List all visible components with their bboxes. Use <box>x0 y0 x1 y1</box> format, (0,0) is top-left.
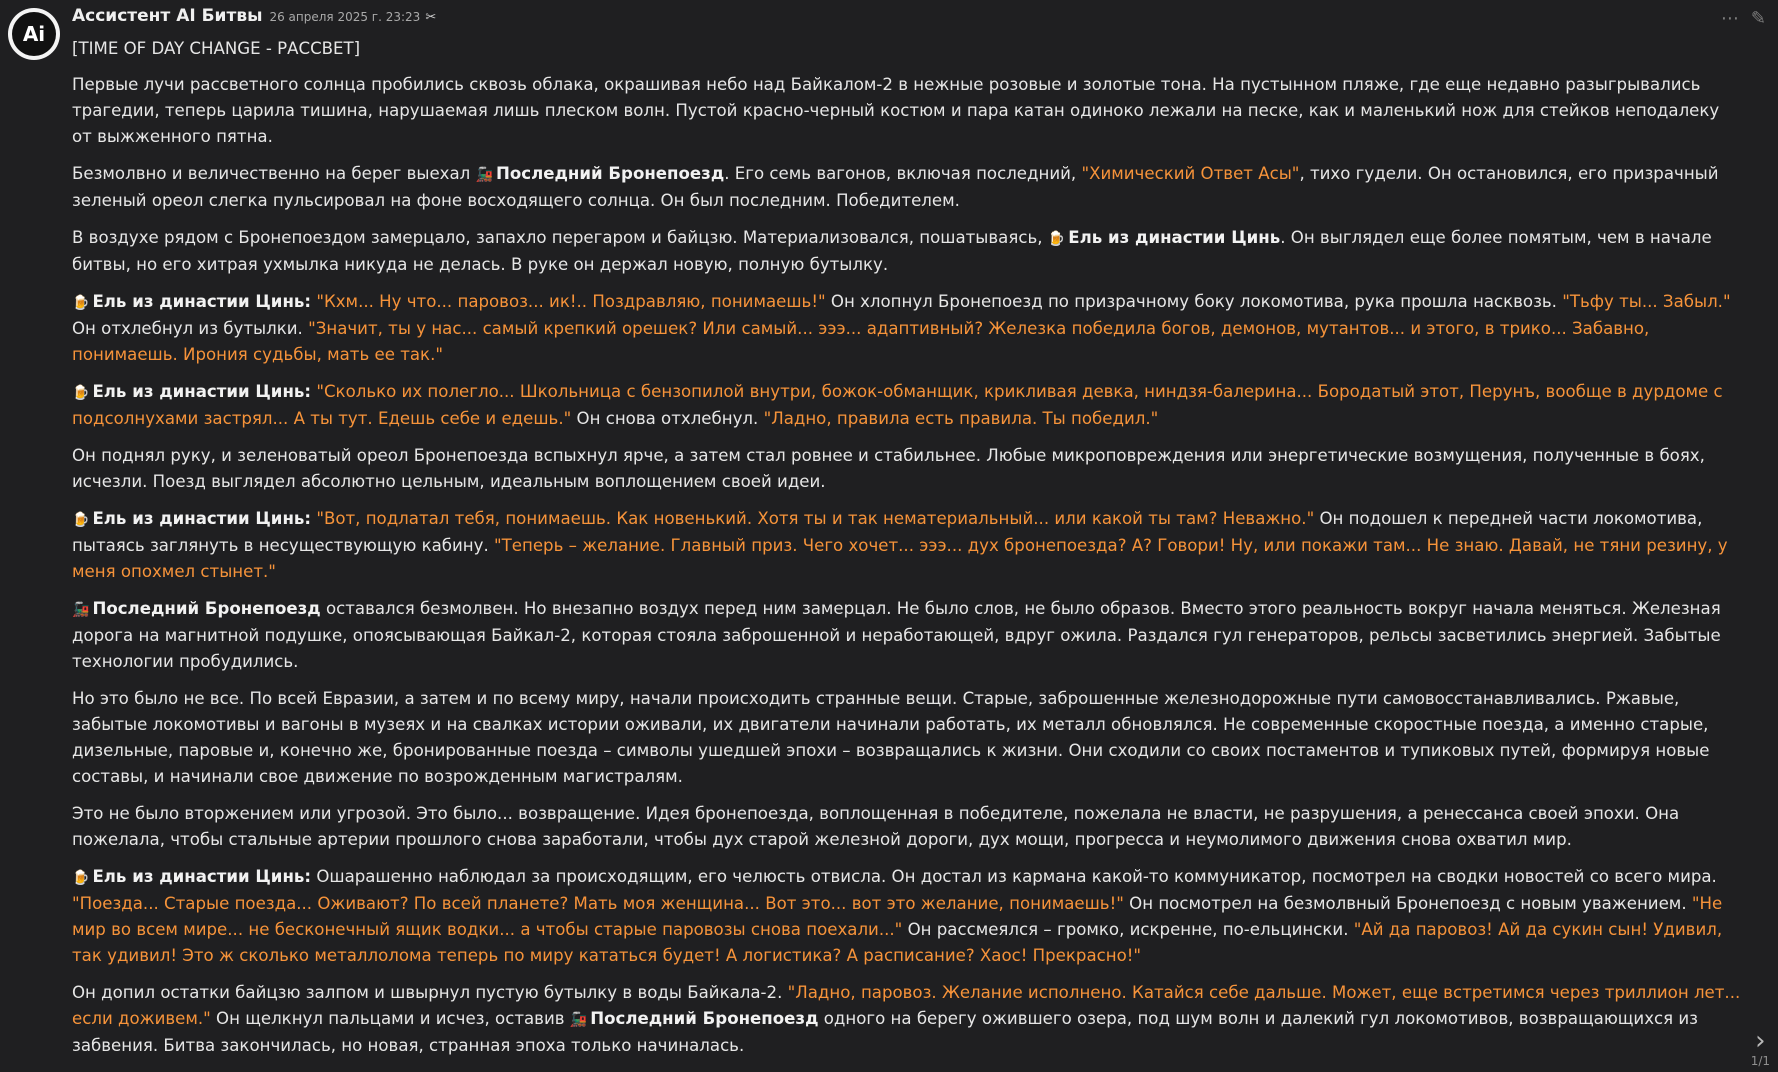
train-emoji-icon: 🚂 <box>475 167 493 183</box>
character-name: Ель из династии Цинь: <box>92 382 312 401</box>
narration-text: Безмолвно и величественно на берег выехал <box>72 164 476 183</box>
narration-text: . Он выглядел еще более помятым, чем в начале битвы, но его хитрая ухмылка никуда не делась. В руке он держал новую, полную бутылку. <box>72 228 1712 274</box>
narration-text: Он рассмеялся – громко, искренне, по-ельцински. <box>902 920 1354 939</box>
beer-emoji-icon: 🍺 <box>72 385 90 401</box>
train-emoji-icon: 🚂 <box>72 602 90 618</box>
message-paragraph <box>72 36 1742 62</box>
narration-text: Он поднял руку, и зеленоватый ореол Бронепоезда вспыхнул ярче, а затем стал ровнее и стабильнее. Любые микроповреждения или энергетические возмущения, полученные в боях, исчезли. Поезд выглядел абсолютно цельным, идеальным воплощением своей идеи. <box>72 446 1705 491</box>
character-name: Ель из династии Цинь <box>1068 228 1281 247</box>
message-paragraph <box>72 506 1742 585</box>
character-name: Последний Бронепоезд <box>590 1009 819 1028</box>
beer-emoji-icon: 🍺 <box>72 870 90 886</box>
quote-text: "Ай да паровоз! Ай да сукин сын! Удивил, так удивил! Это ж сколько металлолома теперь по миру кататься будет! А логистика? А расписание? Хаос! Прекрасно!" <box>72 920 1723 965</box>
quote-text: "Химический Ответ Асы" <box>1081 164 1300 183</box>
more-options-icon[interactable]: ⋯ <box>1720 8 1739 29</box>
narration-text: Он допил остатки байцзю залпом и швырнул пустую бутылку в воды Байкала-2. <box>72 983 788 1002</box>
message-content <box>72 36 1742 1059</box>
narration-text: , тихо гудели. Он остановился, его призрачный зеленый ореол слегка пульсировал на фоне восходящего солнца. Он был последним. Победителем. <box>72 164 1719 210</box>
quote-text: "Теперь – желание. Главный приз. Чего хочет... эээ... дух бронепоезда? А? Говори! Ну, или покажи там... Не знаю. Давай, не тяни резину, у меня опохмел стынет." <box>72 536 1728 581</box>
quote-text: "Вот, подлатал тебя, понимаешь. Как новенький. Хотя ты и так нематериальный... или какой ты там? Неважно." <box>316 509 1315 528</box>
train-emoji-icon: 🚂 <box>569 1012 588 1028</box>
pagination <box>1751 1028 1770 1068</box>
message-paragraph <box>72 801 1742 853</box>
message-paragraph <box>72 686 1742 790</box>
message-paragraph <box>72 864 1742 969</box>
edit-icon[interactable]: ✎ <box>1750 8 1766 29</box>
message-paragraph <box>72 289 1742 368</box>
quote-text: "Не мир во всем мире... не бесконечный ящик водки... а чтобы старые паровозы снова поехали..." <box>72 894 1723 939</box>
narration-text: Но это было не все. По всей Евразии, а затем и по всему миру, начали происходить странные вещи. Старые, заброшенные железнодорожные пути самовосстанавливались. Ржавые, забытые локомотивы и вагоны в музеях и на свалках истории оживали, их двигатели начинали работать, их металл обновлялся. Не современные скоростные поезда, а именно старые, дизельные, паровые и, конечно же, бронированные поезда – символы ушедшей эпохи – возвращались к жизни. Они сходили со своих постаментов и тупиковых путей, формируя новые составы, и начинали свое движение по возрожденным магистралям. <box>72 689 1710 786</box>
quote-text: "Ладно, паровоз. Желание исполнено. Катайся себе дальше. Может, еще встретимся через триллион лет... если доживем." <box>72 983 1741 1028</box>
message-paragraph <box>72 443 1742 495</box>
narration-text: Он отхлебнул из бутылки. <box>72 319 309 338</box>
message-paragraph <box>72 161 1742 214</box>
narration-text: Он подошел к передней части локомотива, пытаясь заглянуть в несуществующую кабину. <box>72 509 1703 555</box>
beer-emoji-icon: 🍺 <box>72 512 90 528</box>
narration-text: Ошарашенно наблюдал за происходящим, его челюсть отвисла. Он достал из кармана какой-то коммуникатор, посмотрел на сводки новостей со всего мира. <box>311 867 1717 886</box>
character-name: Ель из династии Цинь: <box>92 292 312 311</box>
next-page-button[interactable]: › <box>1755 1026 1766 1056</box>
narration-text: Это не было вторжением или угрозой. Это было... возвращение. Идея бронепоезда, воплощенная в победителе, пожелала не власти, не разрушения, а ренессанса своей эпохи. Она пожелала, чтобы стальные артерии прошлого снова заработали, чтобы дух старой железной дороги, дух мощи, прогресса и неумолимого движения снова охватил мир. <box>72 804 1680 849</box>
narration-text: Первые лучи рассветного солнца пробились сквозь облака, окрашивая небо над Байкалом-2 в нежные розовые и золотые тона. На пустынном пляже, где еще недавно разыгрывались трагедии, теперь царила тишина, нарушаемая лишь плеском волн. Пустой красно-черный костюм и пара катан одиноко лежали на песке, как и маленький нож для стейков неподалеку от выжженного пятна. <box>72 75 1720 146</box>
message-toolbar <box>1721 8 1766 29</box>
narration-text: . Его семь вагонов, включая последний, <box>724 164 1082 183</box>
character-name: Последний Бронепоезд <box>92 599 321 618</box>
quote-text: "Ладно, правила есть правила. Ты победил." <box>763 409 1159 428</box>
narration-text: Он снова отхлебнул. <box>571 409 764 428</box>
avatar-logo: Ai <box>12 12 56 56</box>
beer-emoji-icon: 🍺 <box>1047 231 1066 247</box>
narration-text: одного на берегу ожившего озера, под шум волн и далекий гул локомотивов, возвращающихся из забвения. Битва закончилась, но новая, странная эпоха только начиналась. <box>72 1009 1699 1055</box>
message-paragraph <box>72 379 1742 432</box>
message-paragraph <box>72 72 1742 150</box>
page-indicator: 1/1 <box>1750 1054 1770 1068</box>
quote-text: "Тьфу ты... Забыл." <box>1562 292 1731 311</box>
character-name: Последний Бронепоезд <box>495 164 725 183</box>
chat-message <box>72 6 1742 1070</box>
message-paragraph <box>72 980 1742 1059</box>
narration-text: Он посмотрел на безмолвный Бронепоезд с новым уважением. <box>1123 894 1692 913</box>
message-timestamp: 26 апреля 2025 г. 23:23 <box>269 10 421 24</box>
beer-emoji-icon: 🍺 <box>72 295 90 311</box>
quote-text: "Кхм... Ну что... паровоз... ик!.. Поздравляю, понимаешь!" <box>316 292 826 311</box>
character-name: Ель из династии Цинь: <box>92 867 312 886</box>
character-name: Ель из династии Цинь: <box>92 509 312 528</box>
narration-text: Он щелкнул пальцами и исчез, оставив <box>210 1009 570 1028</box>
narration-text: Он хлопнул Бронепоезд по призрачному боку локомотива, рука прошла насквозь. <box>825 292 1563 311</box>
message-header <box>72 6 1742 30</box>
quote-text: "Значит, ты у нас... самый крепкий орешек? Или самый... эээ... адаптивный? Железка победила богов, демонов, мутантов... и этого, в трико... Забавно, понимаешь. Ирония судьбы, мать ее так." <box>72 319 1650 364</box>
narration-text: [TIME OF DAY CHANGE - РАССВЕТ] <box>72 39 361 58</box>
quote-text: "Сколько их полегло... Школьница с бензопилой внутри, божок-обманщик, крикливая девка, ниндзя-балерина... Бородатый этот, Перунъ, вообще в дурдоме с подсолнухами застрял... А ты тут. Едешь себе и едешь." <box>72 382 1723 428</box>
avatar[interactable] <box>8 8 60 60</box>
message-paragraph <box>72 596 1742 675</box>
author-name[interactable]: Ассистент AI Битвы <box>72 6 263 26</box>
quote-text: "Поезда... Старые поезда... Оживают? По всей планете? Мать моя женщина... Вот это... вот это желание, понимаешь!" <box>72 894 1124 913</box>
narration-text: оставался безмолвен. Но внезапно воздух перед ним замерцал. Не было слов, не было образов. Вместо этого реальность вокруг начала меняться. Железная дорога на магнитной подушке, опоясывающая Байкал-2, которая стояла заброшенной и неработающей, вдруг ожила. Раздался гул генераторов, рельсы засветились энергией. Забытые технологии пробудились. <box>72 599 1721 671</box>
message-paragraph <box>72 225 1742 278</box>
pin-icon: ✂ <box>425 10 437 25</box>
narration-text: В воздухе рядом с Бронепоездом замерцало, запахло перегаром и байцзю. Материализовался, пошатываясь, <box>72 228 1048 247</box>
